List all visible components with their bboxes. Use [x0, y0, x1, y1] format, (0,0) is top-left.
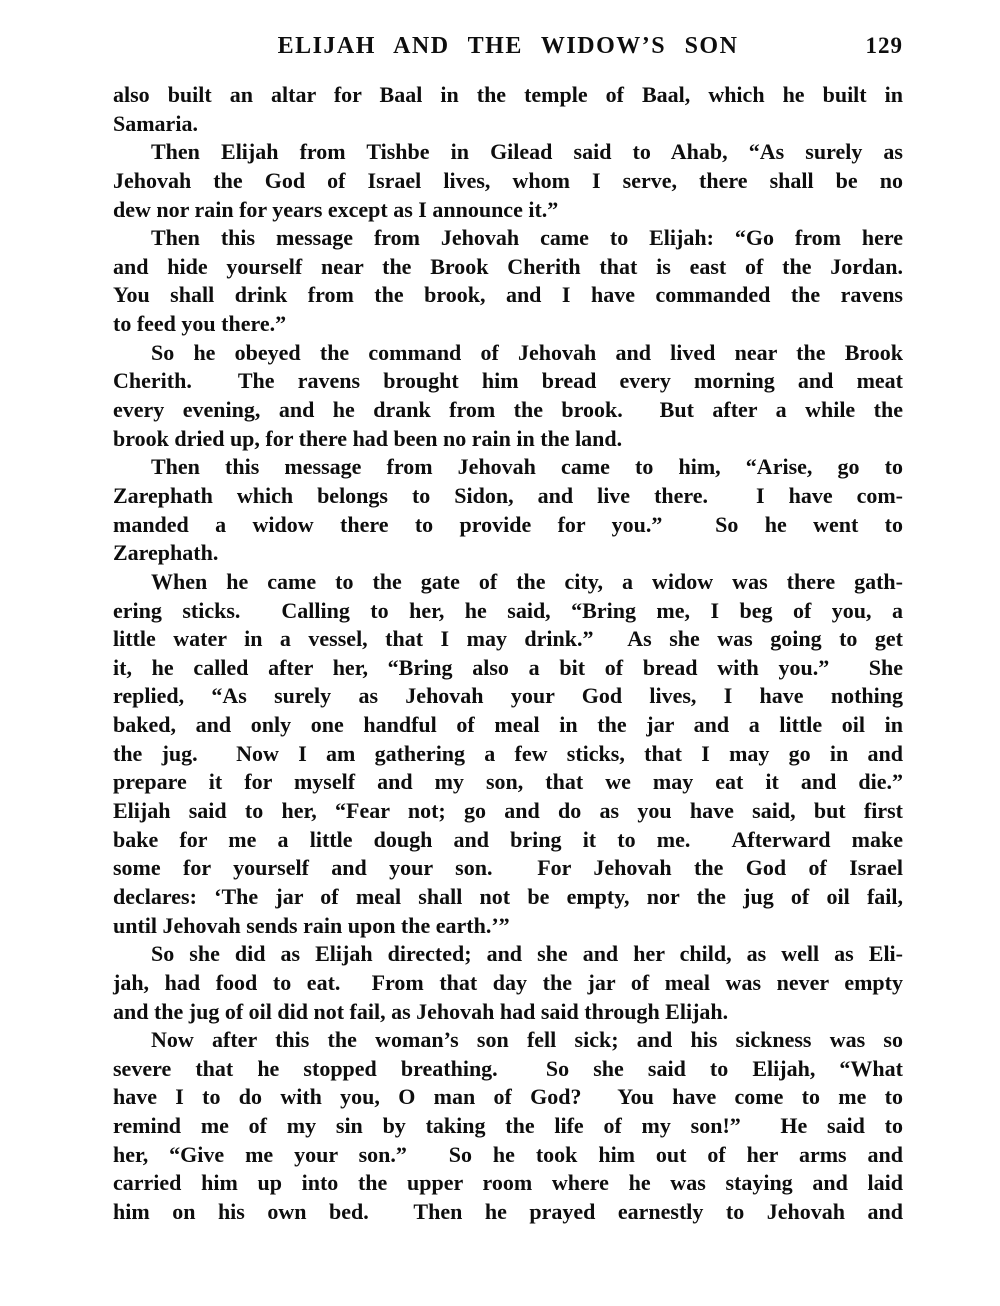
text-line: brook dried up, for there had been no rain in the land. — [113, 425, 623, 451]
paragraph — [113, 339, 903, 454]
paragraph — [113, 81, 903, 138]
text-line: manded a widow there to provide for you.” So he went to — [113, 511, 903, 537]
text-line: Jehovah the God of Israel lives, whom I serve, there shall be no — [113, 167, 903, 193]
text-line: prepare it for myself and my son, that we may eat it and die.” — [113, 769, 903, 795]
text-line: her, “Give me your son.” So he took him out of her arms and — [113, 1141, 903, 1167]
paragraph — [113, 568, 903, 940]
text-line: Elijah said to her, “Fear not; go and do as you have said, but first — [113, 798, 903, 824]
paragraph — [113, 224, 903, 339]
paragraph — [113, 453, 903, 568]
text-line: Zarephath which belongs to Sidon, and live there. I have com- — [113, 482, 903, 508]
text-line: and the jug of oil did not fail, as Jehovah had said through Elijah. — [113, 998, 729, 1024]
text-line: replied, “As surely as Jehovah your God lives, I have nothing — [113, 683, 903, 709]
text-line: So he obeyed the command of Jehovah and lived near the Brook — [151, 339, 903, 365]
text-line: and hide yourself near the Brook Cherith that is east of the Jordan. — [113, 253, 903, 279]
text-line: Cherith. The ravens brought him bread every morning and meat — [113, 368, 903, 394]
text-line: declares: ‘The jar of meal shall not be empty, nor the jug of oil fail, — [113, 883, 903, 909]
running-header — [113, 30, 903, 62]
text-line: jah, had food to eat. From that day the jar of meal was never empty — [113, 969, 903, 995]
paragraph — [113, 138, 903, 224]
text-line: When he came to the gate of the city, a widow was there gath- — [151, 568, 903, 594]
text-line: Now after this the woman’s son fell sick; and his sickness was so — [151, 1027, 903, 1053]
text-line: bake for me a little dough and bring it to me. Afterward make — [113, 826, 903, 852]
page-body — [113, 81, 903, 1227]
text-line: to feed you there.” — [113, 311, 287, 337]
text-line: ering sticks. Calling to her, he said, “Bring me, I beg of you, a — [113, 597, 903, 623]
text-line: Samaria. — [113, 110, 198, 136]
text-line: baked, and only one handful of meal in the jar and a little oil in — [113, 712, 903, 738]
text-line: remind me of my sin by taking the life of my son!” He said to — [113, 1113, 903, 1139]
text-line: So she did as Elijah directed; and she and her child, as well as Eli- — [151, 941, 903, 967]
paragraph — [113, 1026, 903, 1226]
text-line: little water in a vessel, that I may drink.” As she was going to get — [113, 626, 903, 652]
text-line: him on his own bed. Then he prayed earnestly to Jehovah and — [113, 1198, 903, 1224]
text-line: dew nor rain for years except as I announce it.” — [113, 196, 559, 222]
chapter-title: ELIJAH AND THE WIDOW’S SON — [277, 33, 739, 59]
text-line: also built an altar for Baal in the temple of Baal, which he built in — [113, 82, 903, 107]
text-line: Then this message from Jehovah came to him, “Arise, go to — [151, 454, 903, 480]
text-line: the jug. Now I am gathering a few sticks, that I may go in and — [113, 740, 903, 766]
text-line: until Jehovah sends rain upon the earth.’” — [113, 912, 510, 938]
text-line: have I to do with you, O man of God? You have come to me to — [113, 1084, 903, 1110]
text-line: carried him up into the upper room where he was staying and laid — [113, 1170, 903, 1196]
text-line: some for yourself and your son. For Jehovah the God of Israel — [113, 855, 903, 881]
paragraph — [113, 940, 903, 1026]
text-line: Then Elijah from Tishbe in Gilead said to Ahab, “As surely as — [151, 139, 903, 165]
text-line: Then this message from Jehovah came to Elijah: “Go from here — [151, 225, 903, 251]
text-line: it, he called after her, “Bring also a bit of bread with you.” She — [113, 654, 903, 680]
text-line: every evening, and he drank from the brook. But after a while the — [113, 397, 903, 423]
text-line: You shall drink from the brook, and I have commanded the ravens — [113, 282, 903, 308]
text-line: Zarephath. — [113, 540, 219, 566]
page-number: 129 — [865, 33, 903, 58]
text-line: severe that he stopped breathing. So she said to Elijah, “What — [113, 1055, 903, 1081]
